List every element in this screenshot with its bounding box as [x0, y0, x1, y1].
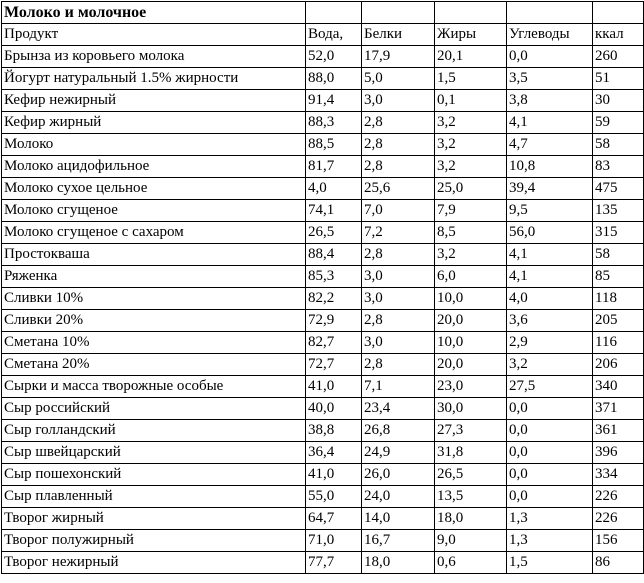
- product-cell: Сыр голландский: [2, 420, 306, 442]
- water-cell: 36,4: [306, 442, 362, 464]
- protein-cell: 26,0: [362, 464, 435, 486]
- table-body: [2, 2, 644, 574]
- table-row: [2, 486, 644, 508]
- water-cell: 26,5: [306, 222, 362, 244]
- protein-cell: 7,0: [362, 200, 435, 222]
- fat-cell: 20,0: [435, 310, 507, 332]
- fat-cell: 30,0: [435, 398, 507, 420]
- protein-cell: 14,0: [362, 508, 435, 530]
- carbs-cell: 1,3: [507, 530, 593, 552]
- table-row: [2, 354, 644, 376]
- table-title: Молоко и молочное: [2, 2, 306, 24]
- product-cell: Сметана 20%: [2, 354, 306, 376]
- water-cell: 88,3: [306, 112, 362, 134]
- fat-cell: 3,2: [435, 112, 507, 134]
- empty-cell: [306, 2, 362, 24]
- product-cell: Молоко: [2, 134, 306, 156]
- water-cell: 38,8: [306, 420, 362, 442]
- kcal-cell: 226: [593, 486, 644, 508]
- water-cell: 74,1: [306, 200, 362, 222]
- header-product: Продукт: [2, 24, 306, 46]
- protein-cell: 5,0: [362, 68, 435, 90]
- water-cell: 82,7: [306, 332, 362, 354]
- table-row: [2, 420, 644, 442]
- carbs-cell: 10,8: [507, 156, 593, 178]
- product-cell: Сыр плавленный: [2, 486, 306, 508]
- fat-cell: 27,3: [435, 420, 507, 442]
- protein-cell: 23,4: [362, 398, 435, 420]
- carbs-cell: 56,0: [507, 222, 593, 244]
- product-cell: Йогурт натуральный 1.5% жирности: [2, 68, 306, 90]
- table-row: [2, 332, 644, 354]
- carbs-cell: 3,8: [507, 90, 593, 112]
- product-cell: Брынза из коровьего молока: [2, 46, 306, 68]
- kcal-cell: 85: [593, 266, 644, 288]
- water-cell: 82,2: [306, 288, 362, 310]
- carbs-cell: 4,0: [507, 288, 593, 310]
- water-cell: 41,0: [306, 376, 362, 398]
- carbs-cell: 0,0: [507, 46, 593, 68]
- water-cell: 77,7: [306, 552, 362, 574]
- nutrition-table: [1, 1, 644, 574]
- carbs-cell: 4,7: [507, 134, 593, 156]
- kcal-cell: 83: [593, 156, 644, 178]
- carbs-cell: 1,3: [507, 508, 593, 530]
- table-row: [2, 552, 644, 574]
- carbs-cell: 4,1: [507, 244, 593, 266]
- table-row: [2, 310, 644, 332]
- kcal-cell: 260: [593, 46, 644, 68]
- header-row: [2, 24, 644, 46]
- protein-cell: 16,7: [362, 530, 435, 552]
- title-row: [2, 2, 644, 24]
- fat-cell: 6,0: [435, 266, 507, 288]
- water-cell: 64,7: [306, 508, 362, 530]
- product-cell: Простокваша: [2, 244, 306, 266]
- fat-cell: 31,8: [435, 442, 507, 464]
- table-row: [2, 68, 644, 90]
- table-row: [2, 156, 644, 178]
- table-row: [2, 200, 644, 222]
- water-cell: 88,4: [306, 244, 362, 266]
- table-row: [2, 178, 644, 200]
- carbs-cell: 2,9: [507, 332, 593, 354]
- kcal-cell: 396: [593, 442, 644, 464]
- protein-cell: 3,0: [362, 90, 435, 112]
- water-cell: 55,0: [306, 486, 362, 508]
- product-cell: Сливки 20%: [2, 310, 306, 332]
- product-cell: Кефир жирный: [2, 112, 306, 134]
- fat-cell: 7,9: [435, 200, 507, 222]
- fat-cell: 23,0: [435, 376, 507, 398]
- table-row: [2, 134, 644, 156]
- protein-cell: 2,8: [362, 112, 435, 134]
- header-carbs: Углеводы: [507, 24, 593, 46]
- product-cell: Молоко сгущеное с сахаром: [2, 222, 306, 244]
- water-cell: 72,9: [306, 310, 362, 332]
- fat-cell: 0,6: [435, 552, 507, 574]
- water-cell: 85,3: [306, 266, 362, 288]
- product-cell: Творог полужирный: [2, 530, 306, 552]
- fat-cell: 0,1: [435, 90, 507, 112]
- header-water: Вода,: [306, 24, 362, 46]
- kcal-cell: 58: [593, 134, 644, 156]
- fat-cell: 13,5: [435, 486, 507, 508]
- kcal-cell: 116: [593, 332, 644, 354]
- protein-cell: 2,8: [362, 354, 435, 376]
- kcal-cell: 118: [593, 288, 644, 310]
- table-row: [2, 90, 644, 112]
- protein-cell: 2,8: [362, 244, 435, 266]
- product-cell: Сыр российский: [2, 398, 306, 420]
- water-cell: 71,0: [306, 530, 362, 552]
- table-row: [2, 266, 644, 288]
- fat-cell: 20,0: [435, 354, 507, 376]
- carbs-cell: 0,0: [507, 420, 593, 442]
- product-cell: Молоко сгущеное: [2, 200, 306, 222]
- fat-cell: 26,5: [435, 464, 507, 486]
- table-row: [2, 46, 644, 68]
- table-row: [2, 442, 644, 464]
- product-cell: Сырки и масса творожные особые: [2, 376, 306, 398]
- table-row: [2, 398, 644, 420]
- carbs-cell: 0,0: [507, 398, 593, 420]
- water-cell: 40,0: [306, 398, 362, 420]
- protein-cell: 7,2: [362, 222, 435, 244]
- kcal-cell: 51: [593, 68, 644, 90]
- table-row: [2, 288, 644, 310]
- fat-cell: 25,0: [435, 178, 507, 200]
- product-cell: Творог жирный: [2, 508, 306, 530]
- water-cell: 72,7: [306, 354, 362, 376]
- kcal-cell: 334: [593, 464, 644, 486]
- product-cell: Сыр швейцарский: [2, 442, 306, 464]
- fat-cell: 3,2: [435, 244, 507, 266]
- table-row: [2, 222, 644, 244]
- header-kcal: ккал: [593, 24, 644, 46]
- carbs-cell: 9,5: [507, 200, 593, 222]
- carbs-cell: 0,0: [507, 442, 593, 464]
- product-cell: Молоко сухое цельное: [2, 178, 306, 200]
- empty-cell: [507, 2, 593, 24]
- fat-cell: 20,1: [435, 46, 507, 68]
- water-cell: 81,7: [306, 156, 362, 178]
- table-row: [2, 244, 644, 266]
- product-cell: Сливки 10%: [2, 288, 306, 310]
- water-cell: 41,0: [306, 464, 362, 486]
- carbs-cell: 0,0: [507, 464, 593, 486]
- carbs-cell: 1,5: [507, 552, 593, 574]
- carbs-cell: 3,6: [507, 310, 593, 332]
- kcal-cell: 86: [593, 552, 644, 574]
- kcal-cell: 59: [593, 112, 644, 134]
- product-cell: Сыр пошехонский: [2, 464, 306, 486]
- header-fat: Жиры: [435, 24, 507, 46]
- table-row: [2, 530, 644, 552]
- empty-cell: [593, 2, 644, 24]
- protein-cell: 7,1: [362, 376, 435, 398]
- table-row: [2, 508, 644, 530]
- kcal-cell: 315: [593, 222, 644, 244]
- kcal-cell: 226: [593, 508, 644, 530]
- water-cell: 88,0: [306, 68, 362, 90]
- kcal-cell: 205: [593, 310, 644, 332]
- empty-cell: [435, 2, 507, 24]
- protein-cell: 3,0: [362, 332, 435, 354]
- kcal-cell: 361: [593, 420, 644, 442]
- water-cell: 91,4: [306, 90, 362, 112]
- protein-cell: 25,6: [362, 178, 435, 200]
- protein-cell: 24,0: [362, 486, 435, 508]
- fat-cell: 10,0: [435, 288, 507, 310]
- product-cell: Кефир нежирный: [2, 90, 306, 112]
- carbs-cell: 4,1: [507, 112, 593, 134]
- table-row: [2, 376, 644, 398]
- water-cell: 52,0: [306, 46, 362, 68]
- fat-cell: 8,5: [435, 222, 507, 244]
- kcal-cell: 135: [593, 200, 644, 222]
- kcal-cell: 58: [593, 244, 644, 266]
- protein-cell: 24,9: [362, 442, 435, 464]
- water-cell: 4,0: [306, 178, 362, 200]
- product-cell: Сметана 10%: [2, 332, 306, 354]
- kcal-cell: 206: [593, 354, 644, 376]
- water-cell: 88,5: [306, 134, 362, 156]
- fat-cell: 3,2: [435, 134, 507, 156]
- carbs-cell: 3,5: [507, 68, 593, 90]
- fat-cell: 1,5: [435, 68, 507, 90]
- carbs-cell: 4,1: [507, 266, 593, 288]
- product-cell: Ряженка: [2, 266, 306, 288]
- table-row: [2, 464, 644, 486]
- fat-cell: 18,0: [435, 508, 507, 530]
- product-cell: Творог нежирный: [2, 552, 306, 574]
- protein-cell: 18,0: [362, 552, 435, 574]
- table-row: [2, 112, 644, 134]
- kcal-cell: 340: [593, 376, 644, 398]
- empty-cell: [362, 2, 435, 24]
- carbs-cell: 0,0: [507, 486, 593, 508]
- fat-cell: 10,0: [435, 332, 507, 354]
- product-cell: Молоко ацидофильное: [2, 156, 306, 178]
- carbs-cell: 27,5: [507, 376, 593, 398]
- protein-cell: 3,0: [362, 288, 435, 310]
- carbs-cell: 3,2: [507, 354, 593, 376]
- kcal-cell: 30: [593, 90, 644, 112]
- protein-cell: 2,8: [362, 134, 435, 156]
- protein-cell: 26,8: [362, 420, 435, 442]
- protein-cell: 2,8: [362, 156, 435, 178]
- fat-cell: 3,2: [435, 156, 507, 178]
- protein-cell: 17,9: [362, 46, 435, 68]
- kcal-cell: 371: [593, 398, 644, 420]
- carbs-cell: 39,4: [507, 178, 593, 200]
- kcal-cell: 475: [593, 178, 644, 200]
- fat-cell: 9,0: [435, 530, 507, 552]
- header-protein: Белки: [362, 24, 435, 46]
- protein-cell: 2,8: [362, 310, 435, 332]
- kcal-cell: 156: [593, 530, 644, 552]
- protein-cell: 3,0: [362, 266, 435, 288]
